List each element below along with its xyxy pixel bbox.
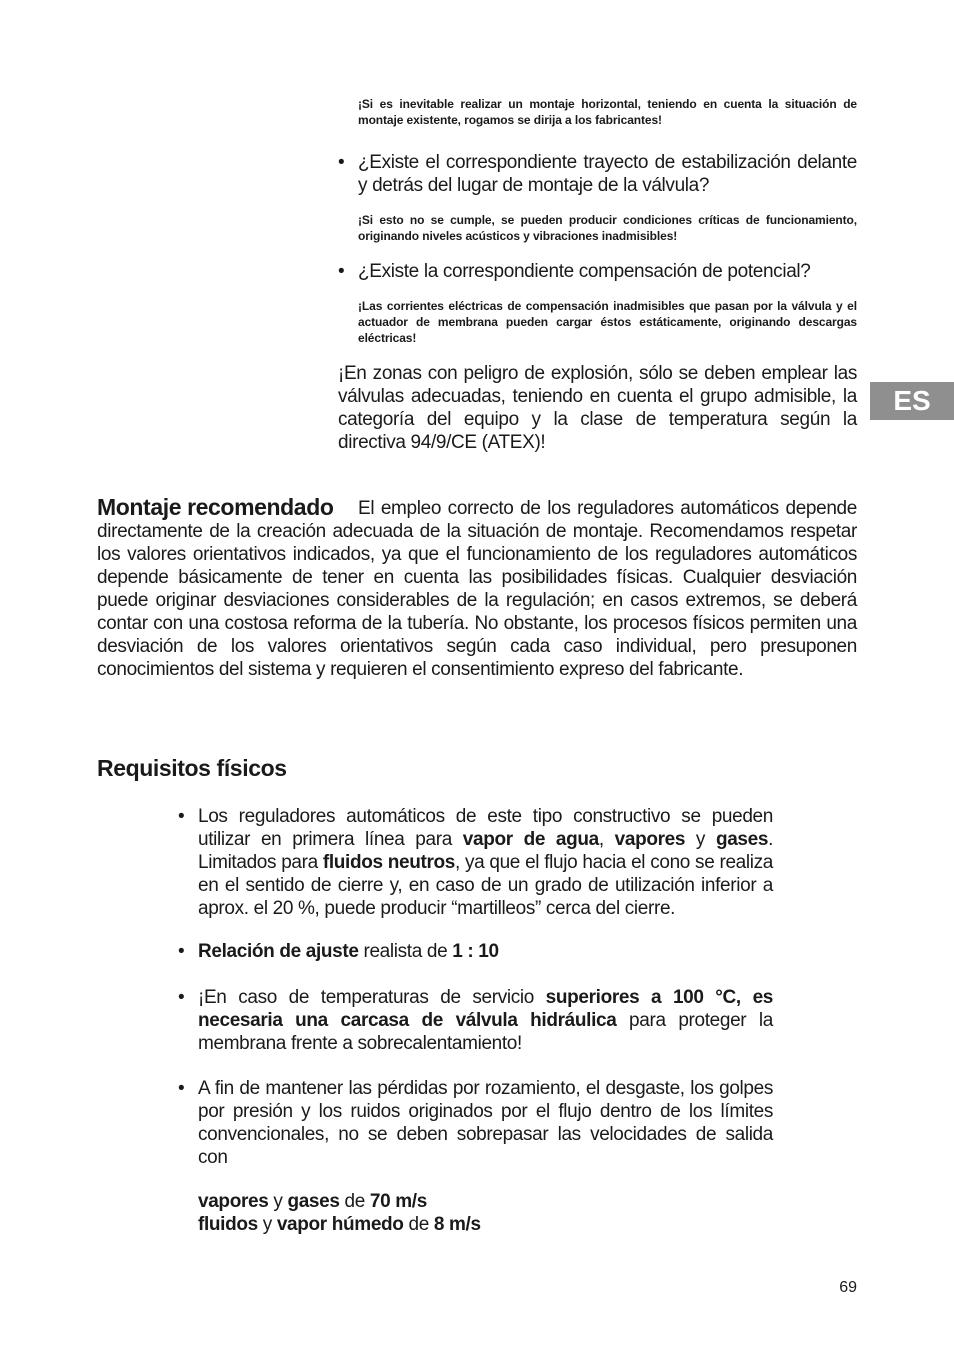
section-montaje <box>97 494 857 681</box>
language-tab-es <box>870 382 954 420</box>
bullet-velocities <box>178 1077 773 1236</box>
bullet-stabilization <box>338 151 857 197</box>
bullet-icon: • <box>178 806 185 827</box>
bullet-potential-text: ¿Existe la correspondiente compensación de potencial? <box>358 261 811 282</box>
bullet-velocities-text <box>198 1077 773 1236</box>
bullet-stabilization-text: ¿Existe el correspondiente trayecto de estabilización delante y detrás del lugar de montaje de la válvula? <box>358 152 857 196</box>
bullet-icon: • <box>338 261 345 282</box>
bullet-ratio <box>178 940 773 963</box>
velocity-line-vapors: vapores y gases de 70 m/s <box>198 1191 427 1212</box>
bullet-icon: • <box>178 941 185 962</box>
velocity-line-fluids: fluidos y vapor húmedo de 8 m/s <box>198 1214 481 1235</box>
velocities-intro: A fin de mantener las pérdidas por rozamiento, el desgaste, los golpes por presión y los ruidos originados por el flujo dentro de los límites convencionales, no se deben sobrepasar las velocidades de salida con <box>198 1078 773 1168</box>
bullet-potential <box>338 260 857 283</box>
bullet-icon: • <box>338 152 345 173</box>
bullet-icon: • <box>178 987 185 1008</box>
language-tab-label: ES <box>893 385 931 416</box>
bullet-applications-text: Los reguladores automáticos de este tipo constructivo se pueden utilizar en primera línea para vapor de agua, vapores y gases. Limitados para fluidos neutros, ya que el flujo hacia el cono se realiza en el sentido de cierre y, en caso de un grado de utilización inferior a aprox. el 20 %, puede producir “martilleos” cerca del cierre. <box>198 806 773 919</box>
montaje-heading: Montaje recomendado <box>97 494 334 520</box>
bullet-applications <box>178 805 773 920</box>
montaje-text: El empleo correcto de los reguladores automáticos depende directamente de la creación adecuada de la situación de montaje. Recomendamos respetar los valores orientativos indicados, ya que el funcionamiento de los reguladores automáticos depende básicamente de tener en cuenta las posibilidades físicas. Cualquier desviación puede originar desviaciones considerables de la regulación; en casos extremos, se deberá contar con una costosa reforma de la tubería. No obstante, los procesos físicos permiten una desviación de los valores orientativos según cada caso individual, pero presuponen conocimientos del sistema y requieren el consentimiento expreso del fabricante. <box>97 498 857 680</box>
bullet-temperature <box>178 986 773 1055</box>
note-critical-conditions: ¡Si esto no se cumple, se pueden producir condiciones críticas de funcionamiento, originando niveles acústicos y vibraciones inadmisibles! <box>358 213 857 243</box>
page-number: 69 <box>839 1279 857 1296</box>
requisitos-heading: Requisitos físicos <box>97 755 287 781</box>
montaje-paragraph <box>97 494 857 681</box>
bullet-temperature-text: ¡En caso de temperaturas de servicio superiores a 100 °C, es necesaria una carcasa de válvula hidráulica para proteger la membrana frente a sobrecalentamiento! <box>198 987 773 1054</box>
bullet-icon: • <box>178 1078 185 1099</box>
note-electric-currents: ¡Las corrientes eléctricas de compensación inadmisibles que pasan por la válvula y el actuador de membrana pueden cargar éstos estáticamente, originando descargas eléctricas! <box>358 299 857 345</box>
atex-paragraph: ¡En zonas con peligro de explosión, sólo se deben emplear las válvulas adecuadas, teniendo en cuenta el grupo admisible, la categoría del equipo y la clase de temperatura según la directiva 94/9/CE (ATEX)! <box>338 363 857 453</box>
note-horizontal-mounting: ¡Si es inevitable realizar un montaje horizontal, teniendo en cuenta la situación de montaje existente, rogamos se dirija a los fabricantes! <box>358 97 857 127</box>
bullet-ratio-text: Relación de ajuste realista de 1 : 10 <box>198 941 499 962</box>
